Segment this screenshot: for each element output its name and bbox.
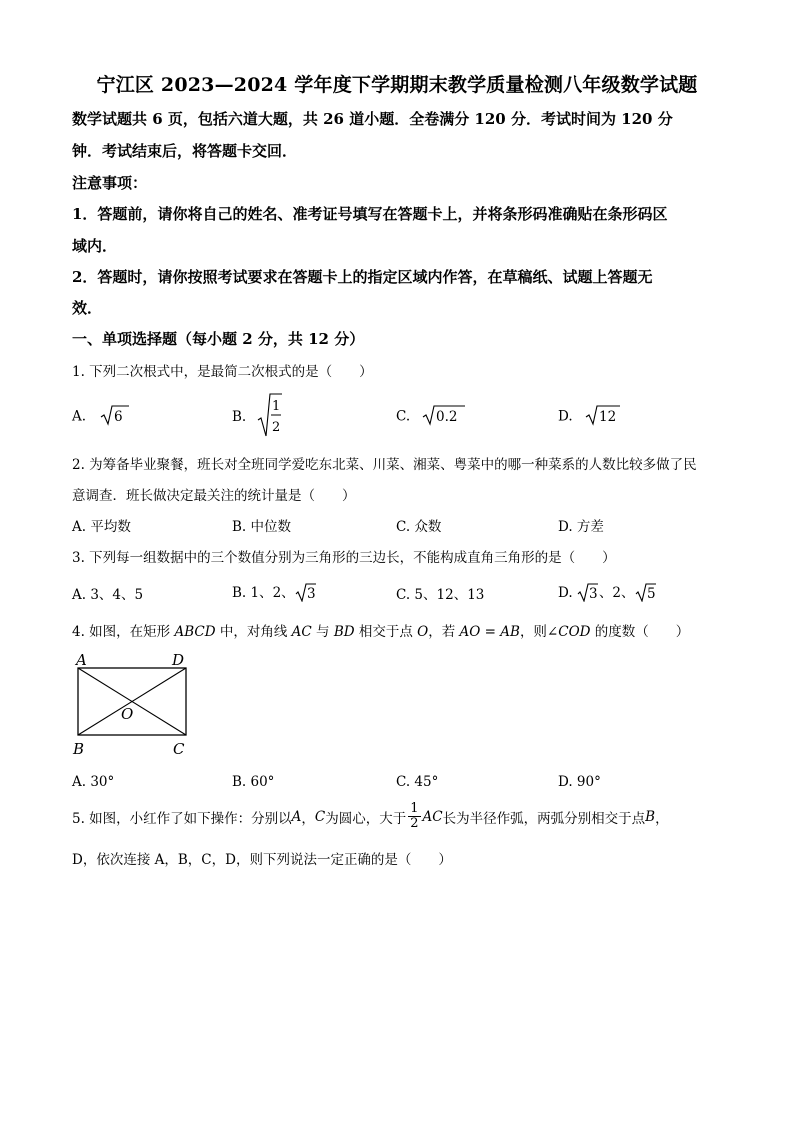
q1-option-b-denominator: 2 [271, 420, 280, 435]
q5-stem-math-2: C [314, 808, 326, 825]
notice-1-line-2: 域内． [72, 237, 118, 255]
radical-sign-icon [257, 392, 283, 438]
question-2-stem-line-1: 2. 为筹备毕业聚餐，班长对全班同学爱吃东北菜、川菜、湘菜、粤菜中的哪一种菜系的人数比较多做了民 [72, 457, 697, 473]
q4-stem-text-5: ，若 [428, 624, 460, 640]
question-2-stem-line-2: 意调查．班长做决定最关注的统计量是（ ） [72, 488, 356, 504]
q1-option-d-radical [585, 404, 621, 430]
q4-stem-math-6: COD [558, 624, 591, 640]
q1-option-d-letter: D. [558, 408, 573, 425]
q3-option-b-prefix: B. 1、2、 [232, 585, 295, 601]
q5-fraction-numerator: 1 [410, 801, 419, 816]
q4-stem-math-5: AO = AB [459, 624, 520, 640]
q3-option-d-radicand-2: 5 [646, 585, 656, 602]
q3-option-d-radicand-1: 3 [588, 585, 598, 602]
q1-option-d-radicand: 12 [598, 409, 617, 425]
q2-option-c: C. 众数 [396, 519, 442, 535]
radical-sign-icon [422, 404, 466, 426]
q4-stem-text-6: ，则∠ [519, 624, 559, 640]
q4-stem-math-1: ABCD [174, 624, 216, 640]
q4-option-a: A. 30° [72, 774, 115, 790]
q5-stem-text-1: 5. 如图，小红作了如下操作：分别以 [72, 810, 292, 827]
rectangle-diagram [70, 652, 200, 760]
q5-stem-text-5: ， [655, 810, 669, 827]
radical-sign-icon [100, 404, 130, 426]
radical-sign-icon [585, 404, 621, 426]
q4-stem-text-4: 相交于点 [354, 624, 418, 640]
notice-2-line-1: 2．答题时，请你按照考试要求在答题卡上的指定区域内作答，在草稿纸、试题上答题无 [72, 268, 653, 286]
q5-stem-text-3: 为圆心，大于 [325, 810, 407, 827]
notice-2-line-2: 效． [72, 299, 103, 317]
q4-stem-text-1: 4. 如图，在矩形 [72, 624, 175, 640]
q5-stem-math-3: AC [422, 808, 443, 825]
q3-option-b-radical [295, 582, 317, 606]
q1-option-c-radical [422, 404, 466, 430]
intro-line-1: 数学试题共 6 页，包括六道大题，共 26 道小题．全卷满分 120 分．考试时间为 120 分 [72, 110, 673, 128]
label-c: C [173, 740, 185, 758]
q4-stem-text-2: 中，对角线 [215, 624, 292, 640]
question-5-stem-line-2: D，依次连接 A，B，C，D，则下列说法一定正确的是（ ） [72, 852, 452, 868]
q4-rectangle-figure [70, 652, 200, 764]
q1-option-c-letter: C. [396, 408, 411, 425]
q4-stem-text-7: 的度数（ ） [590, 624, 690, 640]
q4-stem-math-2: AC [291, 624, 312, 640]
q5-stem-math-1: A [291, 808, 302, 825]
q5-fraction [408, 802, 420, 831]
notice-heading: 注意事项： [72, 174, 148, 192]
q3-option-a: A. 3、4、5 [72, 587, 144, 603]
section-1-heading: 一、单项选择题（每小题 2 分，共 12 分） [72, 330, 365, 348]
q1-option-a [72, 404, 130, 430]
q4-option-b: B. 60° [232, 774, 275, 790]
page-title: 宁江区 2023—2024 学年度下学期期末教学质量检测八年级数学试题 [96, 74, 698, 96]
q1-option-b-letter: B. [232, 409, 247, 425]
question-3-stem: 3. 下列每一组数据中的三个数值分别为三角形的三边长，不能构成直角三角形的是（ ） [72, 550, 616, 566]
q5-stem-math-4: B [645, 808, 656, 825]
q3-option-d-radical-2 [635, 582, 657, 606]
label-d: D [172, 652, 185, 669]
question-5-stem-line-1 [72, 802, 669, 831]
q3-option-d-radical-1 [577, 582, 599, 606]
q1-option-b [232, 392, 283, 442]
notice-1-line-1: 1．答题前，请你将自己的姓名、准考证号填写在答题卡上，并将条形码准确贴在条形码区 [72, 205, 668, 223]
label-a: A [76, 652, 87, 669]
q4-option-d: D. 90° [558, 774, 601, 790]
q1-option-a-letter: A. [72, 408, 87, 425]
q4-stem-math-3: BD [333, 624, 355, 640]
q1-option-d [558, 404, 621, 430]
q3-option-b [232, 581, 317, 606]
q1-option-a-radical [100, 404, 130, 430]
q3-option-d-separator: 、2、 [598, 585, 635, 601]
q1-option-b-numerator: 1 [271, 399, 280, 414]
q3-option-c: C. 5、12、13 [396, 587, 485, 603]
q5-stem-text-4: 长为半径作弧，两弧分别相交于点 [442, 810, 646, 827]
q4-stem-math-4: O [417, 624, 429, 640]
q5-fraction-denominator: 2 [410, 816, 419, 831]
radical-sign-icon [635, 582, 657, 602]
q3-option-b-radicand: 3 [306, 585, 316, 602]
label-b: B [73, 740, 85, 758]
q1-option-a-radicand: 6 [114, 409, 123, 425]
q2-option-b: B. 中位数 [232, 519, 292, 535]
q3-option-d-prefix: D. [558, 585, 577, 601]
intro-line-2: 钟．考试结束后，将答题卡交回． [72, 142, 298, 160]
q1-option-c [396, 404, 466, 430]
q1-option-c-radicand: 0.2 [436, 409, 458, 425]
question-4-stem [72, 620, 689, 640]
q4-stem-text-3: 与 [311, 624, 334, 640]
q2-option-d: D. 方差 [558, 519, 604, 535]
radical-sign-icon [295, 582, 317, 602]
q2-option-a: A. 平均数 [72, 519, 131, 535]
q1-option-b-radical [257, 392, 283, 442]
question-1-stem: 1. 下列二次根式中，是最简二次根式的是（ ） [72, 364, 373, 380]
q3-option-d [558, 581, 657, 606]
q4-option-c: C. 45° [396, 774, 439, 790]
q5-stem-text-2: ， [301, 810, 315, 827]
radical-sign-icon [577, 582, 599, 602]
label-o: O [121, 705, 134, 723]
